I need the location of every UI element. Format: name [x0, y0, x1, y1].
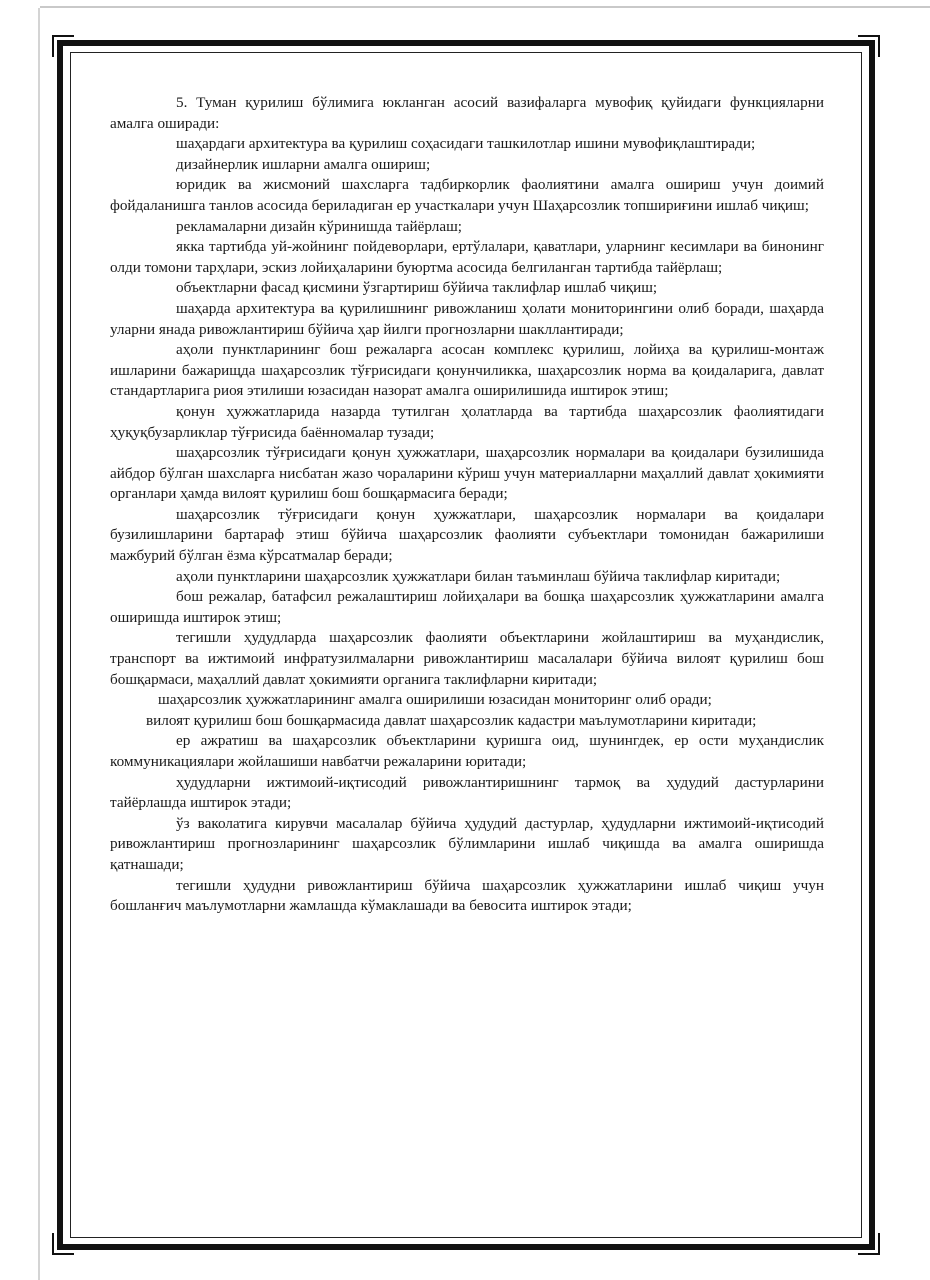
paragraph-item-5: 5. Туман қурилиш бўлимига юкланган асосий вазифаларга мувофиқ қуйидаги функцияларни амалга оширади:	[110, 94, 824, 132]
corner-ornament	[858, 1233, 880, 1255]
document-body	[110, 93, 824, 917]
paragraph: қонун ҳужжатларида назарда тутилган ҳолатларда ва тартибда шаҳарсозлик фаолиятидаги ҳуқуқбузарликлар тўғрисида баённомалар тузади;	[110, 402, 824, 441]
paragraph: шаҳарда архитектура ва қурилишнинг ривожланиш ҳолати мониторингини олиб боради, шаҳарда уларни янада ривожлантириш бўйича ҳар йилги прогнозларни шакллантиради;	[110, 299, 824, 338]
paragraph: аҳоли пунктларини шаҳарсозлик ҳужжатлари билан таъминлаш бўйича таклифлар киритади;	[176, 567, 781, 585]
scan-edge-top	[40, 6, 930, 8]
paragraph: ер ажратиш ва шаҳарсозлик объектларини қуришга оид, шунингдек, ер ости муҳандислик коммуникациялари жойлашиши навбатчи режаларини юритади;	[110, 732, 824, 770]
paragraph: аҳоли пунктларининг бош режаларга асосан комплекс қурилиш, лойиҳа ва қурилиш-монтаж ишларини бажарищда шаҳарсозлик тўғрисидаги қонунчиликка, шаҳарсозлик норма ва қоидаларига, давлат стандартларига риоя этилиши юзасидан назорат амалга оширилишида иштирок этиш;	[110, 341, 824, 400]
paragraph: ўз ваколатига кирувчи масалалар бўйича ҳудудий дастурлар, ҳудудларни ижтимоий-иқтисодий ривожлантириш прогнозларининг шаҳарсозлик бўлимларини ишлаб чиқишда ва амалга оширишда қатнашади;	[110, 814, 824, 873]
paragraph: шаҳарсозлик тўғрисидаги қонун ҳужжатлари, шаҳарсозлик нормалари ва қоидалари бузилишида айбдор бўлган шахсларга нисбатан жазо чораларини кўриш учун материалларни маҳаллий давлат ҳокимияти органлари ҳамда вилоят қурилиш бош бошқармасига беради;	[110, 444, 824, 503]
paragraph: дизайнерлик ишларни амалга ошириш;	[176, 155, 431, 173]
paragraph: вилоят қурилиш бош бошқармасида давлат шаҳарсозлик кадастри маълумотларини киритади;	[146, 711, 757, 729]
corner-ornament	[858, 35, 880, 57]
scan-edge-left	[38, 8, 40, 1280]
paragraph: юридик ва жисмоний шахсларга тадбиркорлик фаолиятини амалга ошириш учун доимий фойдаланишга танлов асосида бериладиган ер участкалари учун Шаҳарсозлик топшириғини ишлаб чиқиш;	[110, 176, 824, 214]
corner-ornament	[52, 35, 74, 57]
paragraph: объектларни фасад қисмини ўзгартириш бўйича таклифлар ишлаб чиқиш;	[176, 279, 658, 297]
paragraph: шаҳарсозлик тўғрисидаги қонун ҳужжатлари, шаҳарсозлик нормалари ва қоидалари бузилишларини бартараф этиш бўйича шаҳарсозлик фаолияти субъектлари томонидан бажарилиши мажбурий бўлган ёзма кўрсатмалар беради;	[110, 505, 824, 565]
paragraph: бош режалар, батафсил режалаштириш лойиҳалари ва бошқа шаҳарсозлик ҳужжатларини амалга оширишда иштирок этиш;	[110, 588, 824, 626]
paragraph: шаҳарсозлик ҳужжатларининг амалга оширилиши юзасидан мониторинг олиб оради;	[158, 691, 712, 709]
corner-ornament	[52, 1233, 74, 1255]
paragraph: тегишли ҳудудларда шаҳарсозлик фаолияти объектларини жойлаштириш ва муҳандислик, транспорт ва ижтимоий инфратузилмаларни ривожлантириш масалалари бўйича вилоят қурилиш бош бошқармаси, маҳаллий давлат ҳокимияти органига таклифларни киритади;	[110, 629, 824, 688]
paragraph: шаҳардаги архитектура ва қурилиш соҳасидаги ташкилотлар ишини мувофиқлаштиради;	[176, 135, 756, 153]
paragraph: якка тартибда уй-жойнинг пойдеворлари, ертўлалари, қаватлари, уларнинг кесимлари ва бинонинг олди томони тарҳлари, эскиз лойиҳаларини буюртма асосида белгиланган тартибда тайёрлаш;	[110, 238, 824, 276]
paragraph: ҳудудларни ижтимоий-иқтисодий ривожлантиришнинг тармоқ ва ҳудудий дастурларини тайёрлашда иштирок этади;	[110, 773, 824, 812]
paragraph: рекламаларни дизайн кўринишда тайёрлаш;	[176, 217, 462, 235]
paragraph: тегишли ҳудудни ривожлантириш бўйича шаҳарсозлик ҳужжатларини ишлаб чиқиш учун бошланғич маълумотларни жамлашда кўмаклашади ва бевосита иштирок этади;	[110, 876, 824, 915]
